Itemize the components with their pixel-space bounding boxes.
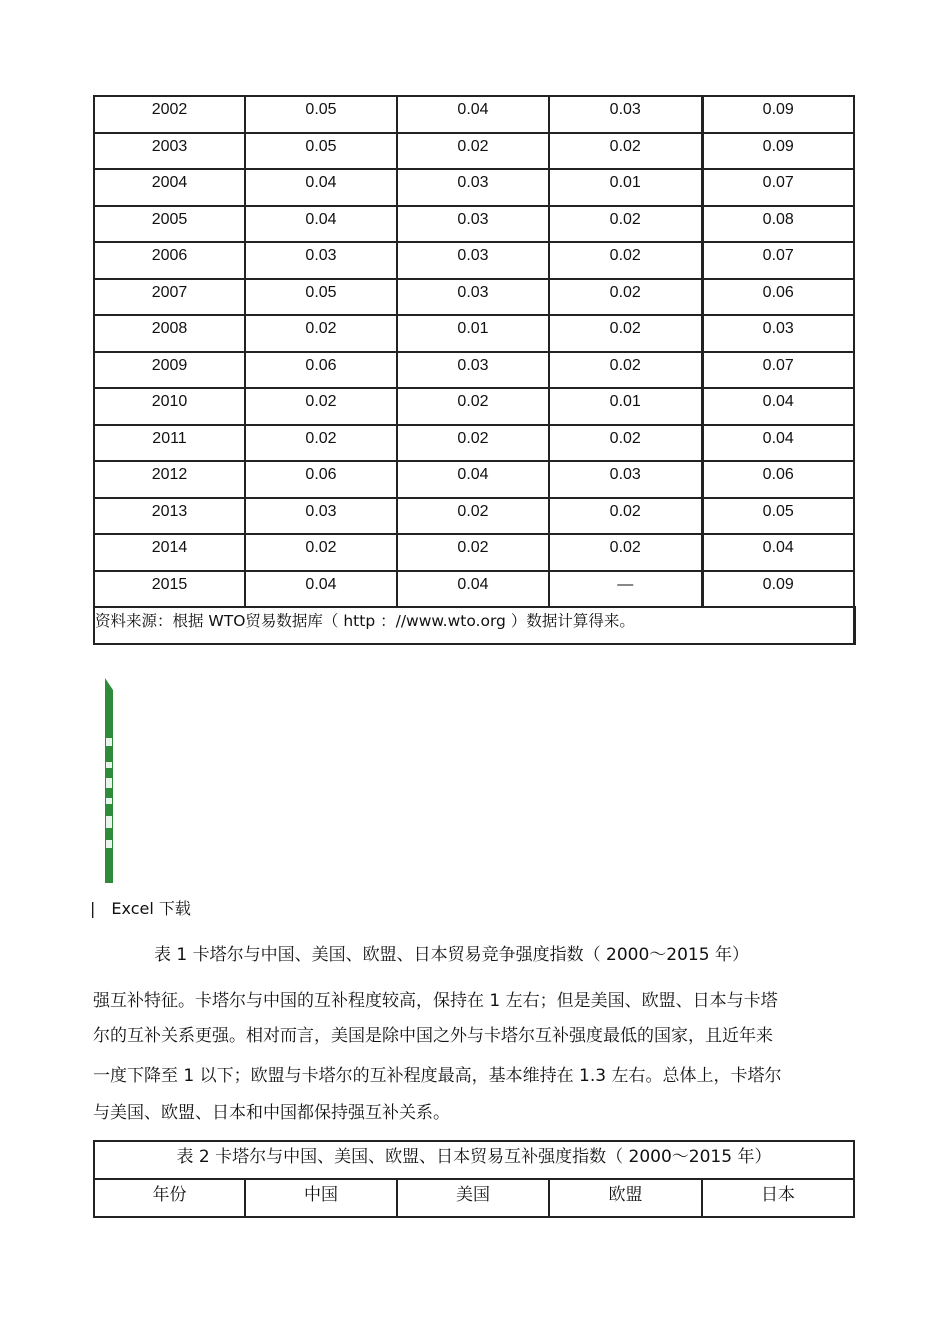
usa-cell: 0.02 — [397, 534, 549, 571]
year-cell: 2003 — [94, 133, 245, 170]
eu-cell: 0.03 — [549, 461, 702, 498]
table-row — [94, 169, 854, 206]
japan-cell: 0.04 — [702, 388, 854, 425]
china-cell: 0.02 — [245, 315, 397, 352]
china-cell: 0.06 — [245, 352, 397, 389]
eu-cell: 0.02 — [549, 242, 702, 279]
table2-header-row — [94, 1179, 854, 1217]
table-row — [94, 388, 854, 425]
table-row — [94, 206, 854, 243]
usa-cell: 0.02 — [397, 498, 549, 535]
china-cell: 0.02 — [245, 388, 397, 425]
divider-bar: | — [90, 899, 96, 918]
excel-download-link[interactable] — [90, 896, 191, 919]
paragraph-line-3: 一度下降至 1 以下；欧盟与卡塔尔的互补程度最高，基本维持在 1.3 左右。总体上，卡塔尔 — [93, 1066, 782, 1086]
japan-cell: 0.06 — [702, 279, 854, 316]
table-row — [94, 96, 854, 133]
year-cell: 2009 — [94, 352, 245, 389]
china-cell: 0.04 — [245, 206, 397, 243]
eu-cell: 0.01 — [549, 388, 702, 425]
source-note: 资料来源：根据 WTO贸易数据库（ http ：//www.wto.org ）数据计算得来。 — [94, 607, 854, 644]
japan-cell: 0.06 — [702, 461, 854, 498]
china-cell: 0.04 — [245, 169, 397, 206]
eu-cell: 0.02 — [549, 315, 702, 352]
year-cell: 2012 — [94, 461, 245, 498]
excel-file-icon[interactable] — [100, 678, 118, 883]
paragraph-line-1: 强互补特征。卡塔尔与中国的互补程度较高，保持在 1 左右；但是美国、欧盟、日本与卡塔 — [93, 991, 778, 1011]
japan-cell: 0.07 — [702, 169, 854, 206]
year-cell: 2014 — [94, 534, 245, 571]
paragraph-line-2: 尔的互补关系更强。相对而言，美国是除中国之外与卡塔尔互补强度最低的国家，且近年来 — [93, 1026, 773, 1046]
year-cell: 2005 — [94, 206, 245, 243]
usa-cell: 0.04 — [397, 96, 549, 133]
usa-cell: 0.04 — [397, 571, 549, 608]
usa-cell: 0.04 — [397, 461, 549, 498]
source-row — [94, 607, 854, 644]
year-cell: 2011 — [94, 425, 245, 462]
china-cell: 0.04 — [245, 571, 397, 608]
usa-cell: 0.03 — [397, 206, 549, 243]
table-row — [94, 425, 854, 462]
eu-cell: 0.02 — [549, 133, 702, 170]
china-cell: 0.02 — [245, 534, 397, 571]
usa-cell: 0.02 — [397, 133, 549, 170]
eu-cell: 0.02 — [549, 498, 702, 535]
japan-cell: 0.09 — [702, 571, 854, 608]
table1-caption: 表 1 卡塔尔与中国、美国、欧盟、日本贸易竞争强度指数（ 2000～2015 年） — [154, 945, 749, 965]
china-cell: 0.02 — [245, 425, 397, 462]
header-china: 中国 — [245, 1179, 397, 1217]
competition-index-table — [93, 95, 856, 645]
japan-cell: 0.07 — [702, 242, 854, 279]
china-cell: 0.05 — [245, 279, 397, 316]
year-cell: 2006 — [94, 242, 245, 279]
table-row — [94, 461, 854, 498]
eu-cell: 0.01 — [549, 169, 702, 206]
header-japan: 日本 — [702, 1179, 854, 1217]
china-cell: 0.03 — [245, 242, 397, 279]
japan-cell: 0.03 — [702, 315, 854, 352]
usa-cell: 0.03 — [397, 279, 549, 316]
eu-cell: 0.02 — [549, 425, 702, 462]
year-cell: 2004 — [94, 169, 245, 206]
usa-cell: 0.03 — [397, 169, 549, 206]
year-cell: 2007 — [94, 279, 245, 316]
header-usa: 美国 — [397, 1179, 549, 1217]
year-cell: 2002 — [94, 96, 245, 133]
table-row — [94, 498, 854, 535]
year-cell: 2008 — [94, 315, 245, 352]
japan-cell: 0.04 — [702, 425, 854, 462]
table-row — [94, 352, 854, 389]
japan-cell: 0.05 — [702, 498, 854, 535]
japan-cell: 0.04 — [702, 534, 854, 571]
china-cell: 0.05 — [245, 96, 397, 133]
china-cell: 0.06 — [245, 461, 397, 498]
year-cell: 2010 — [94, 388, 245, 425]
table-row — [94, 133, 854, 170]
eu-cell: 0.02 — [549, 534, 702, 571]
year-cell: 2013 — [94, 498, 245, 535]
year-cell: 2015 — [94, 571, 245, 608]
eu-cell: 0.02 — [549, 206, 702, 243]
table-row — [94, 534, 854, 571]
usa-cell: 0.03 — [397, 242, 549, 279]
table-row — [94, 571, 854, 608]
eu-cell: — — [549, 571, 702, 608]
china-cell: 0.03 — [245, 498, 397, 535]
usa-cell: 0.03 — [397, 352, 549, 389]
china-cell: 0.05 — [245, 133, 397, 170]
paragraph-line-4: 与美国、欧盟、日本和中国都保持强互补关系。 — [93, 1103, 450, 1123]
japan-cell: 0.09 — [702, 96, 854, 133]
usa-cell: 0.02 — [397, 425, 549, 462]
japan-cell: 0.07 — [702, 352, 854, 389]
header-year: 年份 — [94, 1179, 245, 1217]
eu-cell: 0.02 — [549, 279, 702, 316]
usa-cell: 0.01 — [397, 315, 549, 352]
usa-cell: 0.02 — [397, 388, 549, 425]
table-row — [94, 279, 854, 316]
eu-cell: 0.02 — [549, 352, 702, 389]
complementarity-index-table — [93, 1140, 855, 1218]
table-row — [94, 315, 854, 352]
japan-cell: 0.08 — [702, 206, 854, 243]
header-eu: 欧盟 — [549, 1179, 702, 1217]
table2-caption: 表 2 卡塔尔与中国、美国、欧盟、日本贸易互补强度指数（ 2000～2015 年） — [94, 1141, 854, 1179]
japan-cell: 0.09 — [702, 133, 854, 170]
eu-cell: 0.03 — [549, 96, 702, 133]
excel-download-label[interactable]: Excel 下载 — [111, 899, 191, 918]
table-row — [94, 242, 854, 279]
